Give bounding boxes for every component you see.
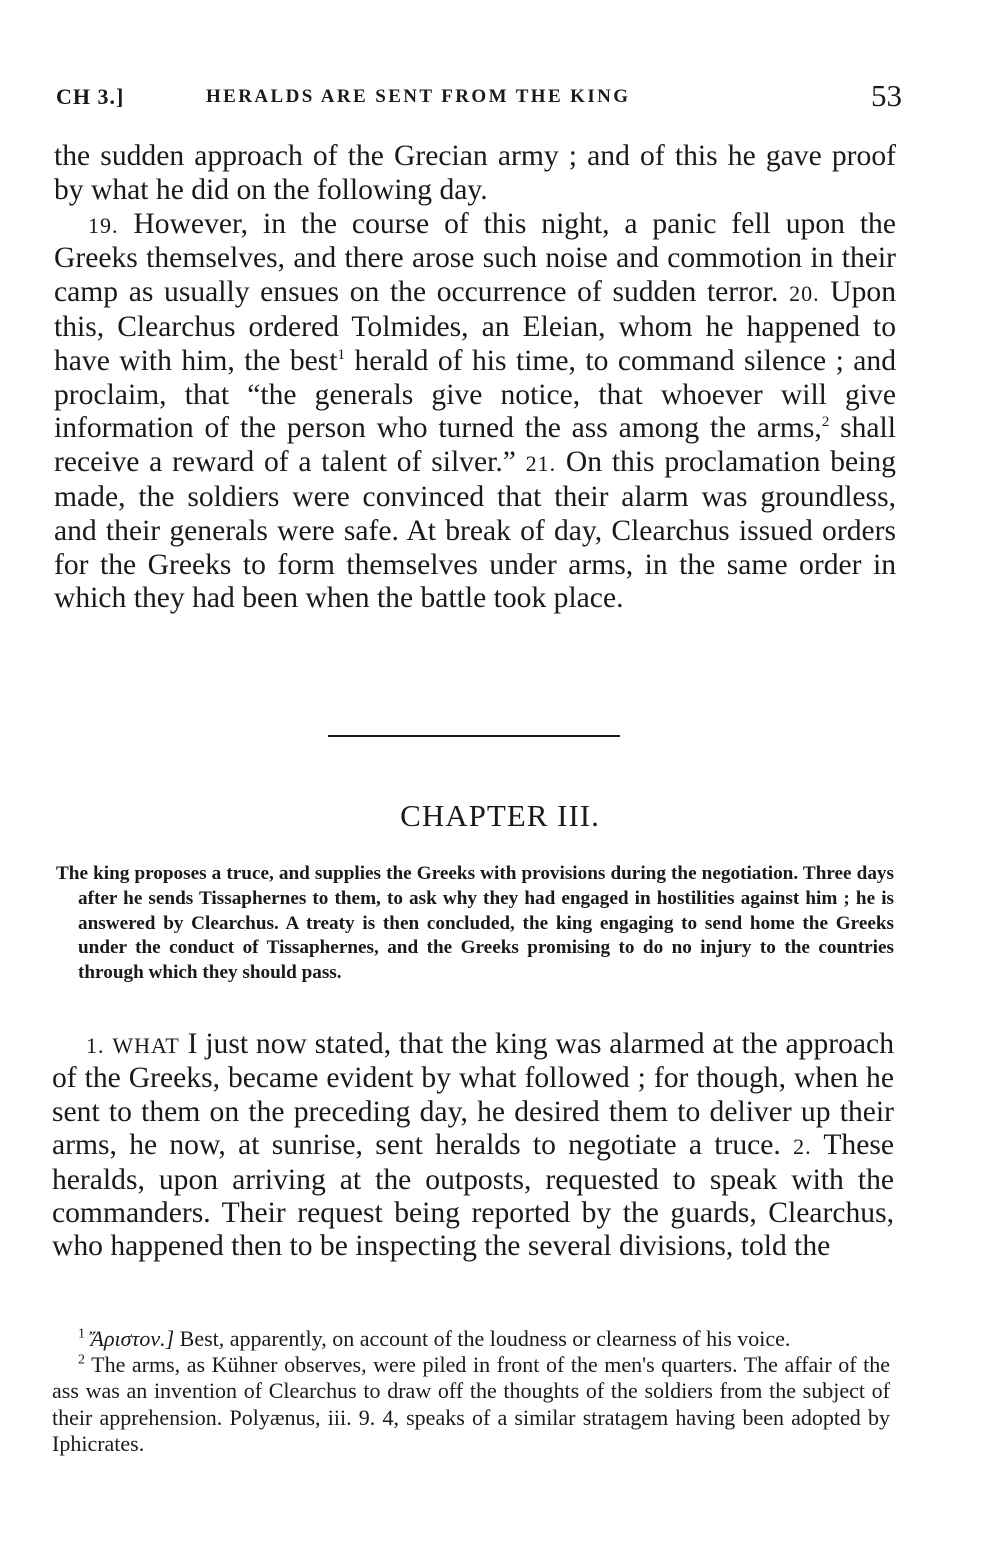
paragraph-continuation: [54, 140, 896, 208]
section-number: 20.: [789, 281, 820, 307]
running-head-chapter: CH 3.]: [56, 84, 125, 109]
section-divider: [328, 735, 620, 737]
footnote-1: [52, 1326, 890, 1352]
section-number: 1.: [86, 1033, 105, 1058]
section-number: 21.: [525, 451, 557, 477]
section-text: Upon this, Clearchus ordered Tolmides, an Eleian, whom he happened to have with him, the best: [54, 276, 896, 377]
section-number: 2.: [793, 1134, 812, 1160]
opening-word: WHAT: [112, 1033, 180, 1058]
body-text-bottom: [52, 1028, 894, 1264]
section-text: On this proclamation being made, the soldiers were convinced that their alarm was groundless, and their generals were safe. At break of day, Clearchus issued orders for the Greeks to form themselves under arms, in the same order in which they had been when the battle took place.: [54, 446, 896, 615]
footnote-text: Best, apparently, on account of the loudness or clearness of his voice.: [174, 1326, 791, 1351]
section-text: I just now stated, that the king was alarmed at the approach of the Greeks, became evident by what followed ; for though, when he sent to them on the preceding day, he desired them to deliver up their arms, he now, at sunrise, sent heralds to negotiate a truce.: [52, 1028, 894, 1162]
footnote-reference[interactable]: 2: [821, 414, 830, 431]
running-head-title: HERALDS ARE SENT FROM THE KING: [206, 86, 631, 107]
footnote-mark: 2: [78, 1352, 85, 1368]
section-text: herald of his time, to command silence ; and proclaim, that “the generals give notice, that whoever will give information of the person who turned the ass among the arms,: [54, 344, 896, 445]
body-text-top: [54, 140, 896, 616]
paragraph-section-19: [54, 208, 896, 617]
chapter-summary: The king proposes a truce, and supplies the Greeks with provisions during the negotiation. Three days after he sends Tissaphernes to them, to ask why they had engaged in hostilities against him ; he is answered by Clearchus. A treaty is then concluded, the king engaging to send home the Greeks under the conduct of Tissaphernes, and the Greeks promising to do no injury to the countries through which they should pass.: [56, 863, 894, 984]
section-text: However, in the course of this night, a panic fell upon the Greeks themselves, and there arose such noise and commotion in their camp as usually ensues on the occurrence of sudden terror.: [54, 207, 896, 309]
footnote-greek-term: Ἄριστον.]: [90, 1326, 175, 1351]
section-text: These heralds, upon arriving at the outposts, requested to speak with the commanders. Their request being reported by the guards, Clearchus, who happened then to be inspecting the several divisions, told the: [52, 1129, 894, 1263]
footnote-mark: 1: [78, 1326, 85, 1342]
footnotes: [52, 1326, 890, 1457]
footnote-text: The arms, as Kühner observes, were piled in front of the men's quarters. The affair of the ass was an invention of Clearchus to draw off the thoughts of the soldiers from the subject of their apprehension. Polyænus, iii. 9. 4, speaks of a similar stratagem having been adopted by Iphicrates.: [52, 1352, 890, 1456]
running-head: [56, 78, 902, 118]
footnote-reference[interactable]: 1: [337, 346, 346, 363]
section-text: shall receive a reward of a talent of silver.”: [54, 412, 896, 479]
paragraph-text: the sudden approach of the Grecian army ; and of this he gave proof by what he did on the following day.: [54, 140, 896, 206]
footnote-2: [52, 1352, 890, 1457]
paragraph-section-1: [52, 1028, 894, 1264]
page-number: 53: [871, 78, 902, 113]
chapter-heading: CHAPTER III.: [400, 798, 600, 833]
section-number: 19.: [88, 212, 119, 238]
